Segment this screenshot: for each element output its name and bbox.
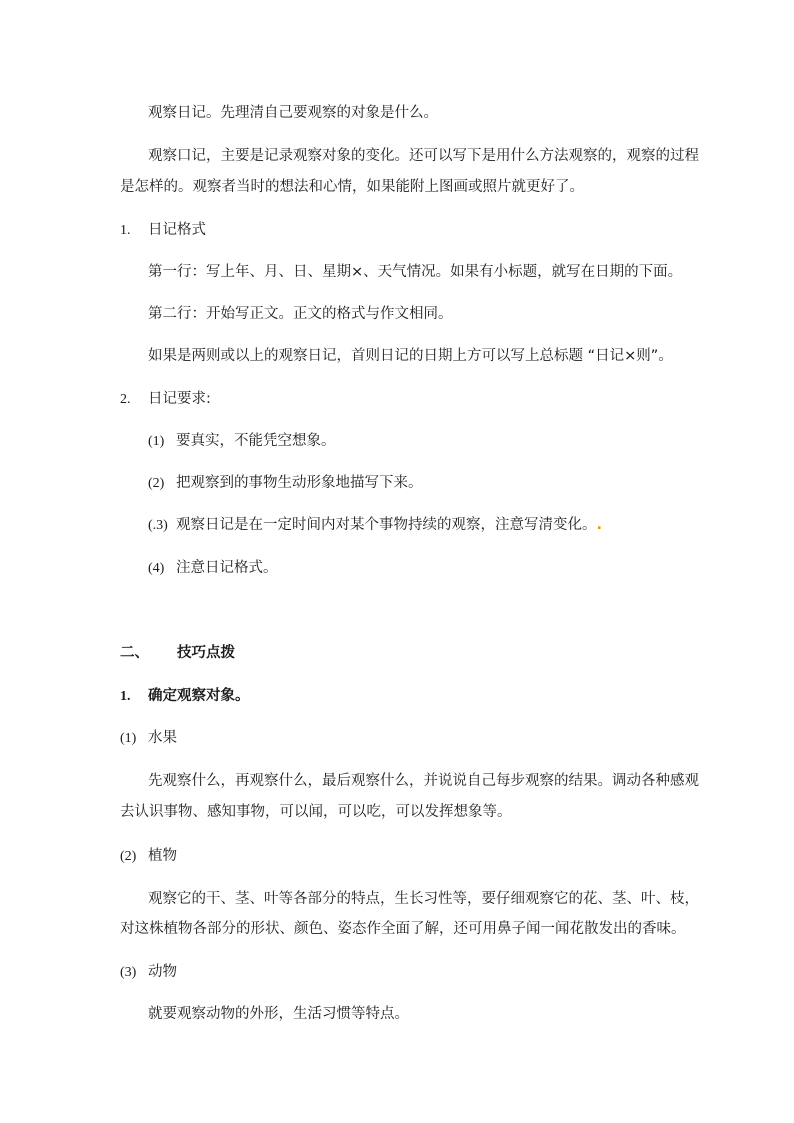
- animal-number: (3): [120, 965, 137, 980]
- fruit-text-line2: 去认识事物、感知事物，可以闻，可以吃，可以发挥想象等。: [120, 804, 512, 820]
- animal-heading: [120, 962, 674, 983]
- part2-subheading: [120, 686, 674, 707]
- section2-number: 2.: [120, 392, 131, 407]
- plant-text-line2: 对这株植物各部分的形状、颜色、姿态作全面了解，还可用鼻子闻一闻花散发出的香味。: [120, 921, 686, 937]
- requirement-number: (.3): [148, 518, 168, 533]
- accent-dot: .: [596, 517, 603, 533]
- paragraph-diary-line1: 观察口记，主要是记录观察对象的变化。还可以写下是用什么方法观察的，观察的过程: [148, 148, 699, 164]
- part2-title: 技巧点拨: [177, 645, 235, 661]
- animal-text-line1: 就要观察动物的外形，生活习惯等特点。: [148, 1006, 409, 1022]
- fruit-number: (1): [120, 731, 137, 746]
- paragraph-intro: 观察日记。先理清自己要观察的对象是什么。: [148, 105, 438, 121]
- part2-heading: [120, 643, 674, 663]
- section2-title: 日记要求:: [148, 391, 211, 407]
- fruit-heading: [120, 728, 674, 749]
- plant-heading: [120, 846, 674, 867]
- fruit-title: 水果: [148, 730, 177, 746]
- part2-number: 二、: [120, 645, 149, 661]
- requirement-number: (1): [148, 434, 165, 449]
- part2-sub-title: 确定观察对象。: [148, 688, 250, 704]
- requirement-item: [148, 515, 674, 536]
- animal-title: 动物: [148, 964, 177, 980]
- section1-number: 1.: [120, 223, 131, 238]
- requirement-text: 把观察到的事物生动形象地描写下来。: [176, 475, 423, 491]
- format-line2: 第二行：开始写正文。正文的格式与作文相同。: [148, 306, 453, 322]
- plant-number: (2): [120, 849, 137, 864]
- requirement-item: [148, 473, 674, 494]
- format-line1: 第一行：写上年、月、日、星期×、天气情况。如果有小标题，就写在日期的下面。: [148, 264, 683, 280]
- requirement-text: 观察日记是在一定时间内对某个事物持续的观察，注意写清变化。: [176, 517, 597, 533]
- paragraph-diary-line2: 是怎样的。观察者当时的想法和心情，如果能附上图画或照片就更好了。: [120, 179, 584, 195]
- section1-heading: [120, 220, 674, 241]
- requirement-item: [148, 558, 674, 579]
- requirement-text: 注意日记格式。: [176, 560, 278, 576]
- section1-title: 日记格式: [148, 222, 206, 238]
- requirement-text: 要真实，不能凭空想象。: [176, 433, 336, 449]
- requirement-number: (4): [148, 561, 165, 576]
- requirement-item: [148, 431, 674, 452]
- requirement-number: (2): [148, 476, 165, 491]
- format-line3: 如果是两则或以上的观察日记，首则日记的日期上方可以写上总标题 “日记×则”。: [148, 348, 673, 364]
- fruit-text-line1: 先观察什么，再观察什么，最后观察什么，并说说自己每步观察的结果。调动各种感观: [148, 773, 699, 789]
- section2-heading: [120, 389, 674, 410]
- part2-sub-number: 1.: [120, 689, 131, 704]
- plant-text-line1: 观察它的干、茎、叶等各部分的特点，生长习性等，要仔细观察它的花、茎、叶、枝，: [148, 891, 699, 907]
- plant-title: 植物: [148, 848, 177, 864]
